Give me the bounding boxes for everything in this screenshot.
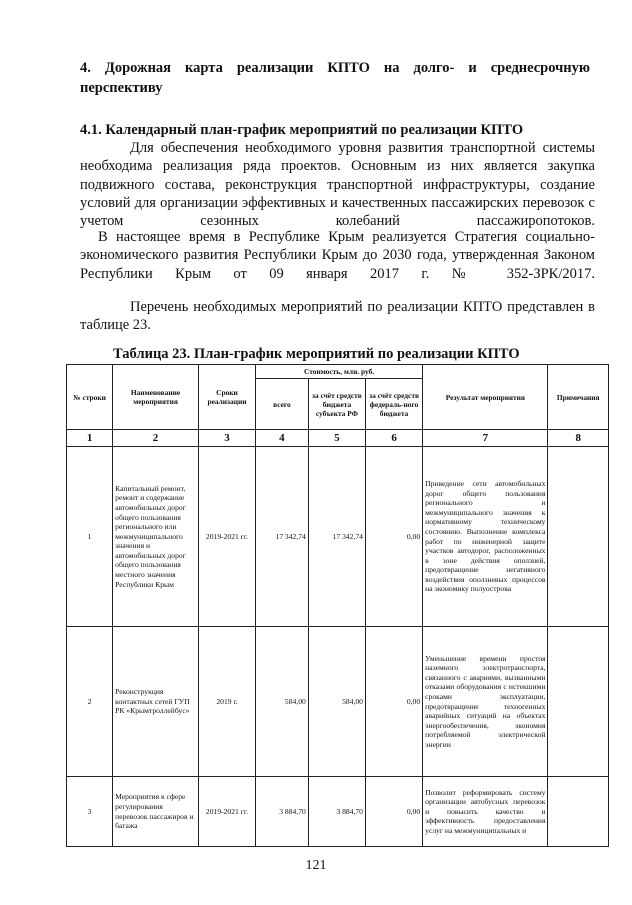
table-row [67,777,609,847]
column-number-row [67,430,609,447]
row-notes [548,447,609,627]
header-terms: Сроки реализации [198,365,255,430]
row-total: 3 884,70 [256,777,309,847]
row-result: Позволит реформировать систему организации автобусных перевозок и повысить качество и эффективность предоставления услуг на межмуниципальных и [423,777,548,847]
row-federal: 0,00 [365,777,422,847]
row-regional: 584,00 [308,627,365,777]
col-number: 2 [113,430,199,447]
header-federal: за счёт средств федераль-ного бюджета [365,379,422,430]
paragraph-1: Для обеспечения необходимого уровня развития транспортной системы необходима реализация ряда проектов. Основным из них является закупка подвижного состава, реконструкция транспортной инфраструктуры, создание условий для организации эффективных и качественных пассажирских перевозок с учетом сезонных колебаний пассажиропотоков. [80,140,595,230]
row-total: 17 342,74 [256,447,309,627]
row-name: Реконструкция контактных сетей ГУП РК «Крымтроллейбус» [113,627,199,777]
header-total: всего [256,379,309,430]
table-row [67,447,609,627]
header-notes: Примечания [548,365,609,430]
page-number: 121 [305,858,327,873]
header-cost: Стоимость, млн. руб. [256,365,423,379]
row-num: 2 [67,627,113,777]
row-name: Мероприятия в сфере регулирования перевозок пассажиров и багажа [113,777,199,847]
header-num: № строки [67,365,113,430]
row-name: Капитальный ремонт, ремонт и содержание автомобильных дорог общего пользования регионального или межмуниципального значения и автомобильных дорог общего пользования местного значения Республики Крым [113,447,199,627]
paragraph-3: Перечень необходимых мероприятий по реализации КПТО представлен в таблице 23. [80,299,595,334]
row-terms: 2019 г. [198,627,255,777]
row-terms: 2019-2021 гг. [198,447,255,627]
table-caption: Таблица 23. План-график мероприятий по реализации КПТО [113,346,520,362]
col-number: 7 [423,430,548,447]
row-result: Уменьшение времени простоя наземного электротранспорта, связанного с авариями, вызванными отказами оборудования с истекшими сроками эксплуатации, предотвращение техногенных аварийных ситуаций на объектах энергообеспечения, экономия потребляемой электрической энергии [423,627,548,777]
header-name: Наименование мероприятия [113,365,199,430]
table-header-row [67,365,609,379]
section-heading: 4. Дорожная карта реализации КПТО на долго- и среднесрочную перспективу [80,60,590,96]
col-number: 4 [256,430,309,447]
table-row [67,627,609,777]
row-total: 584,00 [256,627,309,777]
paragraph-2: В настоящее время в Республике Крым реализуется Стратегия социально-экономического развития Республики Крым до 2030 года, утвержденная Законом Республики Крым от 09 января 2017 г. № 352-ЗРК/2017. [80,229,595,282]
col-number: 8 [548,430,609,447]
row-terms: 2019-2021 гг. [198,777,255,847]
col-number: 6 [365,430,422,447]
row-federal: 0,00 [365,627,422,777]
row-num: 1 [67,447,113,627]
row-federal: 0,00 [365,447,422,627]
header-regional: за счёт средств бюджета субъекта РФ [308,379,365,430]
row-result: Приведение сети автомобильных дорог общего пользования регионального и межмуниципального значения к нормативному техническому состоянию. Выполнение комплекса работ по инженерной защите участков автодорог, расположенных в зоне действия оползней, предотвращение негативного воздействия оползневых процессов на экономику полуострова [423,447,548,627]
row-regional: 17 342,74 [308,447,365,627]
row-regional: 3 884,70 [308,777,365,847]
plan-table [66,364,609,847]
col-number: 3 [198,430,255,447]
row-notes [548,777,609,847]
header-result: Результат мероприятия [423,365,548,430]
row-notes [548,627,609,777]
col-number: 5 [308,430,365,447]
col-number: 1 [67,430,113,447]
row-num: 3 [67,777,113,847]
subsection-heading: 4.1. Календарный план-график мероприятий по реализации КПТО [80,122,524,138]
